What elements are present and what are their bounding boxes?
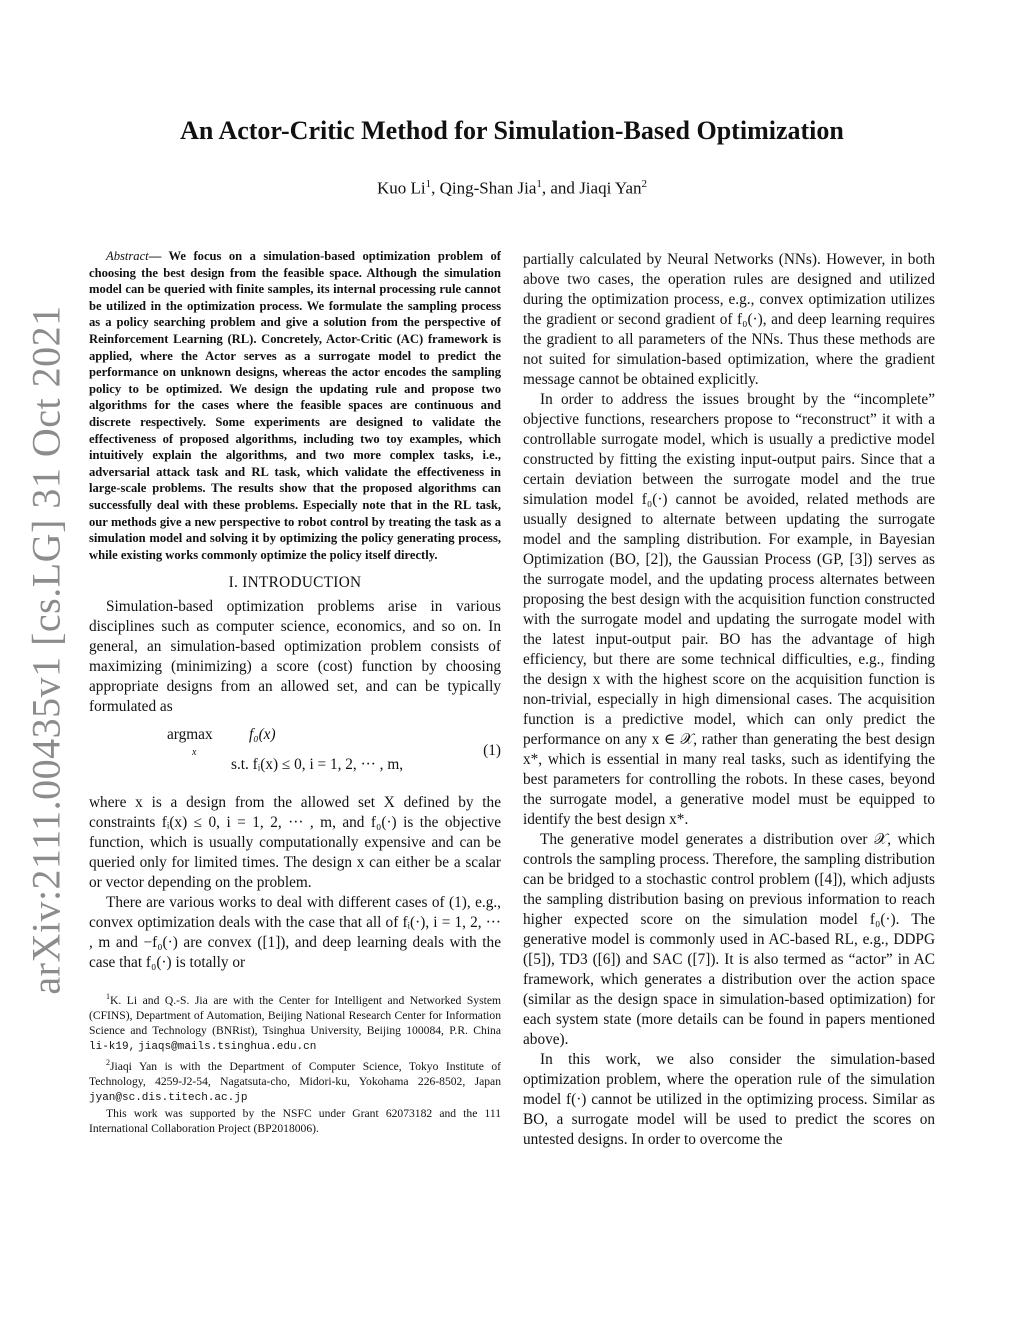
equation-constraint: s.t. fᵢ(x) ≤ 0, i = 1, 2, ··· , m, (231, 756, 404, 774)
affiliation-mark: 1 (425, 178, 432, 190)
footnote (89, 1055, 501, 1106)
abstract (89, 248, 501, 563)
equation-objective: f₀(x) (249, 726, 276, 744)
author-separator: , (431, 178, 440, 198)
footnote-mark: 1 (106, 992, 110, 1002)
author-separator: , and (541, 178, 580, 198)
footnotes (89, 989, 501, 1136)
email-link[interactable]: li-k19, (89, 1041, 136, 1054)
footnote-text: K. Li and Q.-S. Jia are with the Center for Intelligent and Networked System (CFINS), Department of Automation, Beijing National Research Center for Information Science and Technology (BNRist), Tsinghua University, Beijing 100084, P.R. China (89, 994, 501, 1038)
footnote-mark: 2 (106, 1058, 110, 1068)
left-column (89, 248, 501, 1136)
affiliation-mark: 2 (641, 178, 648, 190)
abstract-label: Abstract (106, 249, 149, 263)
author-name: Kuo Li (376, 178, 426, 198)
paper-title: An Actor-Critic Method for Simulation-Based Optimization (180, 116, 844, 145)
section-heading: I. INTRODUCTION (228, 574, 362, 592)
email-link[interactable]: jiaqs@mails.tsinghua.edu.cn (138, 1041, 317, 1054)
equation-operator: argmax (167, 726, 213, 744)
footnote (89, 989, 501, 1055)
paragraph: The generative model generates a distribution over 𝒳, which controls the sampling process. Therefore, the sampling distribution can be bridged to a stochastic control problem ([4]), which adjusts the sampling distribution basing on previous information to reach higher expected score on the simulation model f₀(·). The generative model is commonly used in AC-based RL, e.g., DDPG ([5]), TD3 ([6]) and SAC ([7]). It is also termed as “actor” in AC framework, which generates a distribution over the action space (similar as the design space in simulation-based optimization) for each system state (more details can be found in papers mentioned above). (523, 831, 935, 1048)
abstract-dash: — (148, 249, 169, 263)
paragraph: where x is a design from the allowed set X defined by the constraints fᵢ(x) ≤ 0, i = 1, 2, ··· , m, and f₀(·) is the objective function, which is usually computationally expensive and can be queried only for limited times. The design x can either be a scalar or vector depending on the problem. (89, 794, 501, 892)
author-list (0, 178, 1024, 199)
paragraph: In order to address the issues brought by the “incomplete” objective functions, researchers propose to “reconstruct” it with a controllable surrogate model, which is usually a predictive model constructed by fitting the existing input-output pairs. Since that a certain deviation between the surrogate model and the true simulation model f₀(·) cannot be avoided, related methods are usually designed to alternate between updating the surrogate model and the sampling distribution. For example, in Bayesian Optimization (BO, [2]), the Gaussian Process (GP, [3]) serves as the surrogate model, and the updating process alternates between proposing the best design with the acquisition function constructed with the surrogate model and updating the surrogate model with the latest input-output pair. BO has the advantage of high efficiency, but there are some technical difficulties, e.g., finding the design x with the highest score on the acquisition function is non-trivial, especially in high dimensional cases. The acquisition function is a predictive model, which can only predict the performance on any x ∈ 𝒳, rather than generating the best design x*, which is essential in many real tasks, such as identifying the best parameters for controlling the robots. In these cases, beyond the surrogate model, a generative model must be equipped to identify the best design x*. (523, 391, 935, 828)
equation-number: (1) (483, 742, 501, 760)
author-name: Jiaqi Yan (579, 178, 642, 198)
author-name: Qing-Shan Jia (439, 178, 537, 198)
abstract-text: We focus on a simulation-based optimization problem of choosing the best design from the feasible space. Although the simulation model can be queried with finite samples, its internal processing rule cannot be utilized in the optimization process. We formulate the sampling process as a policy searching problem and give a solution from the perspective of Reinforcement Learning (RL). Concretely, Actor-Critic (AC) framework is applied, where the Actor serves as a surrogate model to predict the performance on unknown designs, whereas the actor encodes the sampling policy to be optimized. We design the updating rule and propose two algorithms for the cases where the feasible spaces are continuous and discrete respectively. Some experiments are designed to validate the effectiveness of proposed algorithms, including two toy examples, which intuitively explain the algorithms, and two more complex tasks, i.e., adversarial attack task and RL task, which validate the effectiveness in large-scale problems. The results show that the proposed algorithms can successfully deal with these problems. Especially note that in the RL task, our methods give a new perspective to robot control by treating the task as a simulation model and solving it by optimizing the policy generating process, while existing works commonly optimize the policy itself directly. (89, 249, 502, 562)
paragraph: In this work, we also consider the simulation-based optimization problem, where the operation rule of the simulation model f(·) cannot be utilized in the optimizing process. Similar as BO, a surrogate model will be used to predict the scores on untested designs. In order to overcome the (523, 1051, 935, 1148)
email-link[interactable]: jyan@sc.dis.titech.ac.jp (89, 1092, 248, 1104)
affiliation-mark: 1 (536, 178, 542, 190)
right-column (523, 250, 935, 1150)
paragraph: Simulation-based optimization problems arise in various disciplines such as computer science, economics, and so on. In general, an simulation-based optimization problem consists of maximizing (minimizing) a score (cost) function by choosing appropriate designs from an allowed set, and can be typically formulated as (89, 598, 501, 716)
footnote-text: Jiaqi Yan is with the Department of Computer Science, Tokyo Institute of Technology, 4259-J2-54, Nagatsuta-cho, Midori-ku, Yokohama 226-8502, Japan (89, 1060, 501, 1088)
equation-1 (89, 725, 501, 787)
paragraph: There are various works to deal with different cases of (1), e.g., convex optimization deals with the case that all of fᵢ(·), i = 1, 2, ··· , m and −f₀(·) are convex ([1]), and deep learning deals with the case that f₀(·) is totally or (89, 894, 501, 972)
arxiv-sidebar-stamp (16, 305, 76, 995)
paragraph: partially calculated by Neural Networks (NNs). However, in both above two cases, the operation rules are designed and utilized during the optimization process, e.g., convex optimization utilizes the gradient or second gradient of f₀(·), and deep learning requires the gradient to all parameters of the NNs. Thus these methods are not suited for simulation-based optimization, where the gradient message cannot be obtained explicitly. (523, 251, 935, 388)
arxiv-id: arXiv:2111.00435v1 [cs.LG] 31 Oct 2021 (23, 305, 69, 995)
footnote: This work was supported by the NSFC under Grant 62073182 and the 111 International Collaboration Project (BP2018006). (89, 1107, 501, 1135)
equation-subscript: x (192, 747, 197, 759)
